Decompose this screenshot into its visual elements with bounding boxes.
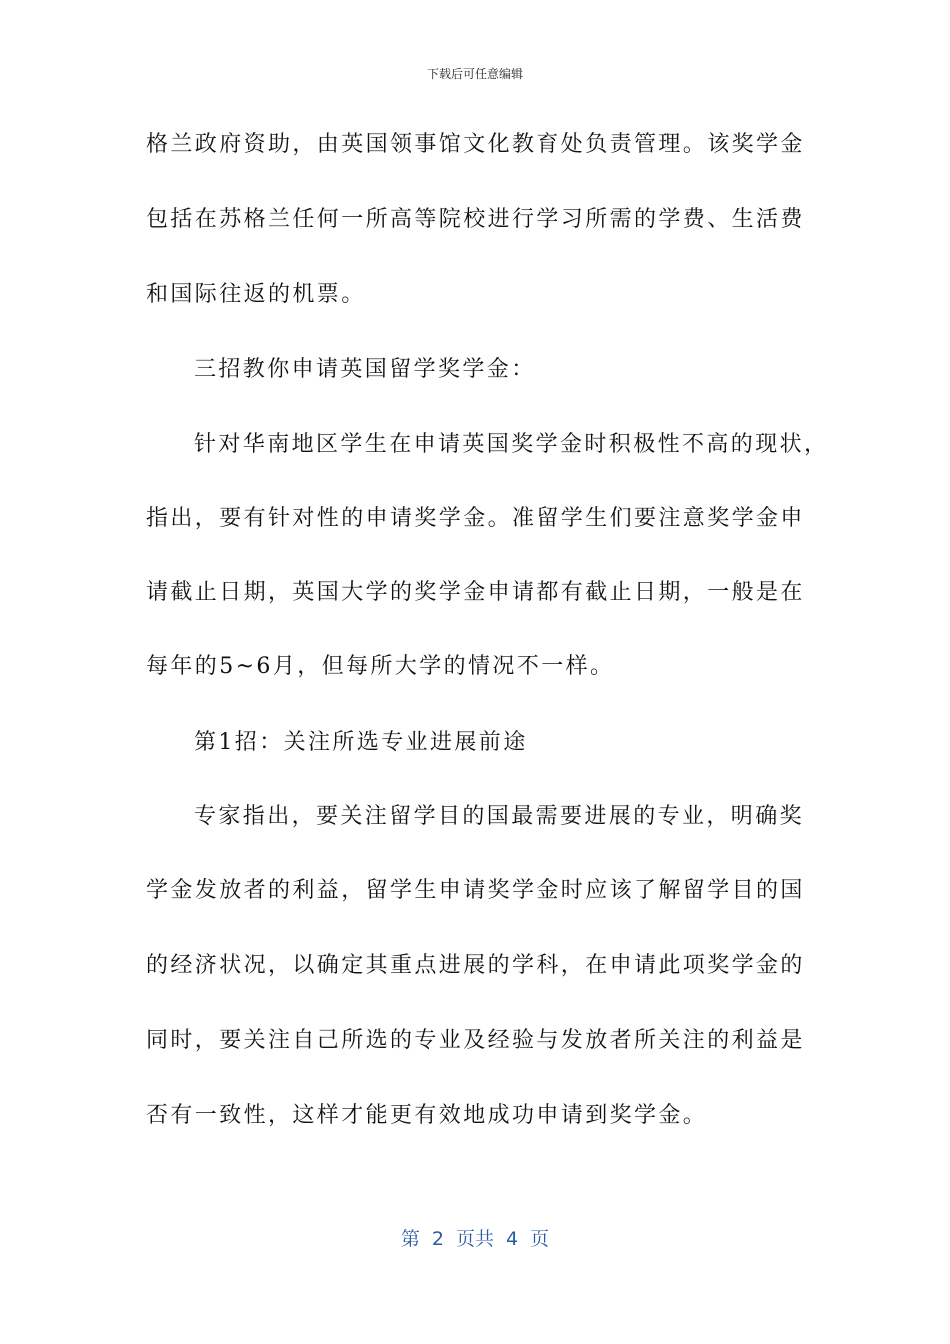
page-label-suffix: 页 bbox=[530, 1228, 550, 1250]
text-line: 三招教你申请英国留学奖学金： bbox=[194, 357, 536, 382]
text-line: 专家指出，要关注留学目的国最需要进展的专业，明确奖 bbox=[194, 804, 805, 829]
page-footer bbox=[0, 1226, 950, 1252]
text-line: 格兰政府资助，由英国领事馆文化教育处负责管理。该奖学金 bbox=[146, 132, 805, 157]
text-line: 同时，要关注自己所选的专业及经验与发放者所关注的利益是 bbox=[146, 1028, 805, 1053]
text-line: 和国际往返的机票。 bbox=[146, 282, 366, 307]
text-line: 包括在苏格兰任何一所高等院校进行学习所需的学费、生活费 bbox=[146, 207, 805, 232]
text-line: 每年的5~6月，但每所大学的情况不一样。 bbox=[146, 654, 615, 679]
text-line: 请截止日期，英国大学的奖学金申请都有截止日期，一般是在 bbox=[146, 580, 805, 605]
page-total: 4 bbox=[506, 1228, 519, 1250]
page-header-note: 下载后可任意编辑 bbox=[426, 67, 523, 81]
text-line: 的经济状况，以确定其重点进展的学科，在申请此项奖学金的 bbox=[146, 953, 805, 978]
page-label-middle: 页共 bbox=[455, 1228, 494, 1250]
page-number: 2 bbox=[431, 1228, 444, 1250]
text-line: 针对华南地区学生在申请英国奖学金时积极性不高的现状， bbox=[194, 432, 829, 457]
page-label-prefix: 第 bbox=[400, 1228, 420, 1250]
text-line: 指出，要有针对性的申请奖学金。准留学生们要注意奖学金申 bbox=[146, 506, 805, 531]
text-line: 学金发放者的利益，留学生申请奖学金时应该了解留学目的国 bbox=[146, 878, 805, 903]
text-line: 否有一致性，这样才能更有效地成功申请到奖学金。 bbox=[146, 1103, 708, 1128]
text-line: 第1招：关注所选专业进展前途 bbox=[194, 730, 528, 755]
